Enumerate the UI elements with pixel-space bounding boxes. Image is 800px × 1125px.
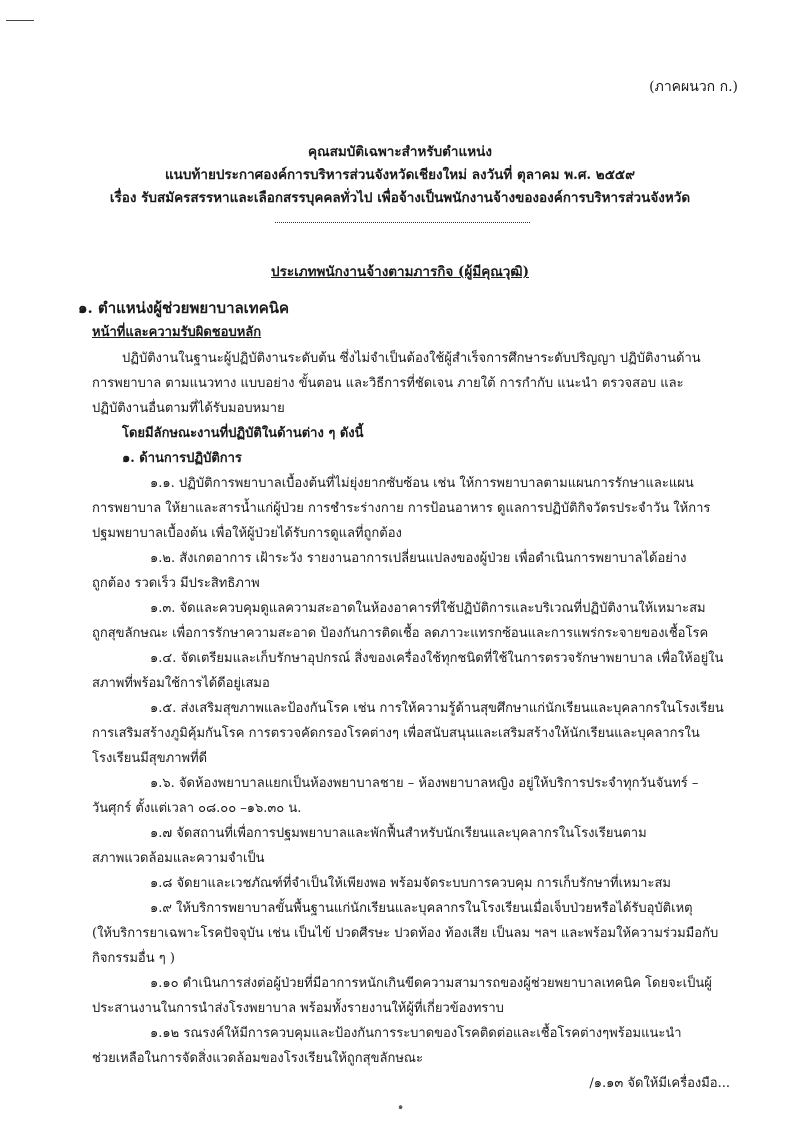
item-line: ประสานงานในการนำส่งโรงพยาบาล พร้อมทั้งรายงานให้ผู้ที่เกี่ยวข้องทราบ <box>92 1001 504 1016</box>
item-line: ๑.๓. จัดและควบคุมดูแลความสะอาดในห้องอาคารที่ใช้ปฏิบัติการและบริเวณที่ปฏิบัติงานให้เหมาะสม <box>150 601 706 616</box>
item-line: วันศุกร์ ตั้งแต่เวลา ๐๘.๐๐ –๑๖.๓๐ น. <box>92 801 302 816</box>
intro-line: ปฏิบัติงานในฐานะผู้ปฏิบัติงานระดับต้น ซึ่งไม่จำเป็นต้องใช้ผู้สำเร็จการศึกษาระดับปริญญา ปฏิบัติงานด้าน <box>122 351 701 366</box>
page-mark: ๑ <box>398 1102 404 1111</box>
item-line: สภาพแวดล้อมและความจำเป็น <box>92 851 265 866</box>
duties-heading: หน้าที่และความรับผิดชอบหลัก <box>92 325 262 340</box>
item-line: (ให้บริการยาเฉพาะโรคปัจจุบัน เช่น เป็นไข้ ปวดศีรษะ ปวดท้อง ท้องเสีย เป็นลม ฯลฯ และพร้อมให้ความร่วมมือกับ <box>92 926 719 941</box>
item-line: ช่วยเหลือในการจัดสิ่งแวดล้อมของโรงเรียนให้ถูกสุขลักษณะ <box>92 1051 423 1066</box>
separator-dots <box>275 222 530 223</box>
item-line: ๑.๗ จัดสถานที่เพื่อการปฐมพยาบาลและพักฟื้นสำหรับนักเรียนและบุคลากรในโรงเรียนตาม <box>150 826 647 841</box>
item-line: ๑.๑๒ รณรงค์ให้มีการควบคุมและป้องกันการระบาดของโรคติดต่อและเชื้อโรคต่างๆพร้อมแนะนำ <box>150 1026 682 1041</box>
header-subject: เรื่อง รับสมัครสรรหาและเลือกสรรบุคคลทั่วไป เพื่อจ้างเป็นพนักงานจ้างขององค์การบริหารส่วนจังหวัด <box>109 190 691 206</box>
item-line: โรงเรียนมีสุขภาพที่ดี <box>92 751 208 766</box>
item-line: ๑.๒. สังเกตอาการ เฝ้าระวัง รายงานอาการเปลี่ยนแปลงของผู้ป่วย เพื่อดำเนินการพยาบาลได้อย่าง <box>150 551 687 566</box>
item-line: ๑.๔. จัดเตรียมและเก็บรักษาอุปกรณ์ สิ่งของเครื่องใช้ทุกชนิดที่ใช้ในการตรวจรักษาพยาบาล เพื่อให้อยู่ใน <box>150 651 724 666</box>
characteristics-heading: โดยมีลักษณะงานที่ปฏิบัติในด้านต่าง ๆ ดังนี้ <box>122 426 364 441</box>
item-line: ๑.๑๐ ดำเนินการส่งต่อผู้ป่วยที่มีอาการหนักเกินขีดความสามารถของผู้ช่วยพยาบาลเทคนิค โดยจะเป็นผู้ <box>150 976 712 991</box>
intro-line: ปฏิบัติงานอื่นตามที่ได้รับมอบหมาย <box>92 401 285 416</box>
item-line: ๑.๖. จัดห้องพยาบาลแยกเป็นห้องพยาบาลชาย – ห้องพยาบาลหญิง อยู่ให้บริการประจำทุกวันจันทร์ – <box>150 776 699 791</box>
item-line: ๑.๕. ส่งเสริมสุขภาพและป้องกันโรค เช่น การให้ความรู้ด้านสุขศึกษาแก่นักเรียนและบุคลากรในโรงเรียน <box>150 701 724 716</box>
scan-artifact-line <box>6 20 34 21</box>
annex-label: (ภาคผนวก ก.) <box>649 79 738 95</box>
item-line: กิจกรรมอื่น ๆ ) <box>92 951 175 966</box>
item-line: การเสริมสร้างภูมิคุ้มกันโรค การตรวจคัดกรองโรคต่างๆ เพื่อสนับสนุนและเสริมสร้างให้นักเรียนและบุคลากรใน <box>92 726 700 741</box>
item-line: ๑.๘ จัดยาและเวชภัณฑ์ที่จำเป็นให้เพียงพอ พร้อมจัดระบบการควบคุม การเก็บรักษาที่เหมาะสม <box>150 876 671 891</box>
item-line: ๑.๑. ปฏิบัติการพยาบาลเบื้องต้นที่ไม่ยุ่งยากซับซ้อน เช่น ให้การพยาบาลตามแผนการรักษาและแผน <box>150 476 694 491</box>
item-line: การพยาบาล ให้ยาและสารน้ำแก่ผู้ป่วย การชำระร่างกาย การป้อนอาหาร ดูแลการปฏิบัติกิจวัตรประจำวัน ให้การ <box>92 501 711 516</box>
position-title: ๑. ตำแหน่งผู้ช่วยพยาบาลเทคนิค <box>78 299 290 317</box>
item-line: ปฐมพยาบาลเบื้องต้น เพื่อให้ผู้ป่วยได้รับการดูแลที่ถูกต้อง <box>92 526 402 541</box>
item-line: ถูกต้อง รวดเร็ว มีประสิทธิภาพ <box>92 576 260 591</box>
header-attachment: แนบท้ายประกาศองค์การบริหารส่วนจังหวัดเชียงใหม่ ลงวันที่ ตุลาคม พ.ศ. ๒๕๕๙ <box>164 167 636 183</box>
item-line: สภาพที่พร้อมใช้การได้ดีอยู่เสมอ <box>92 676 270 691</box>
intro-line: การพยาบาล ตามแนวทาง แบบอย่าง ขั้นตอน และวิธีการที่ชัดเจน ภายใต้ การกำกับ แนะนำ ตรวจสอบ และ <box>92 376 684 391</box>
continuation-note: /๑.๑๓ จัดให้มีเครื่องมือ... <box>589 1076 730 1091</box>
item-line: ถูกสุขลักษณะ เพื่อการรักษาความสะอาด ป้องกันการติดเชื้อ ลดภาวะแทรกซ้อนและการแพร่กระจายของเชื้อโรค <box>92 626 709 641</box>
header-title: คุณสมบัติเฉพาะสำหรับตำแหน่ง <box>308 144 492 160</box>
employee-category: ประเภทพนักงานจ้างตามภารกิจ (ผู้มีคุณวุฒิ) <box>271 264 529 280</box>
item-line: ๑.๙ ให้บริการพยาบาลขั้นพื้นฐานแก่นักเรียนและบุคลากรในโรงเรียนเมื่อเจ็บป่วยหรือได้รับอุบัติเหตุ <box>150 901 693 916</box>
sub-heading: ๑. ด้านการปฏิบัติการ <box>122 451 242 466</box>
